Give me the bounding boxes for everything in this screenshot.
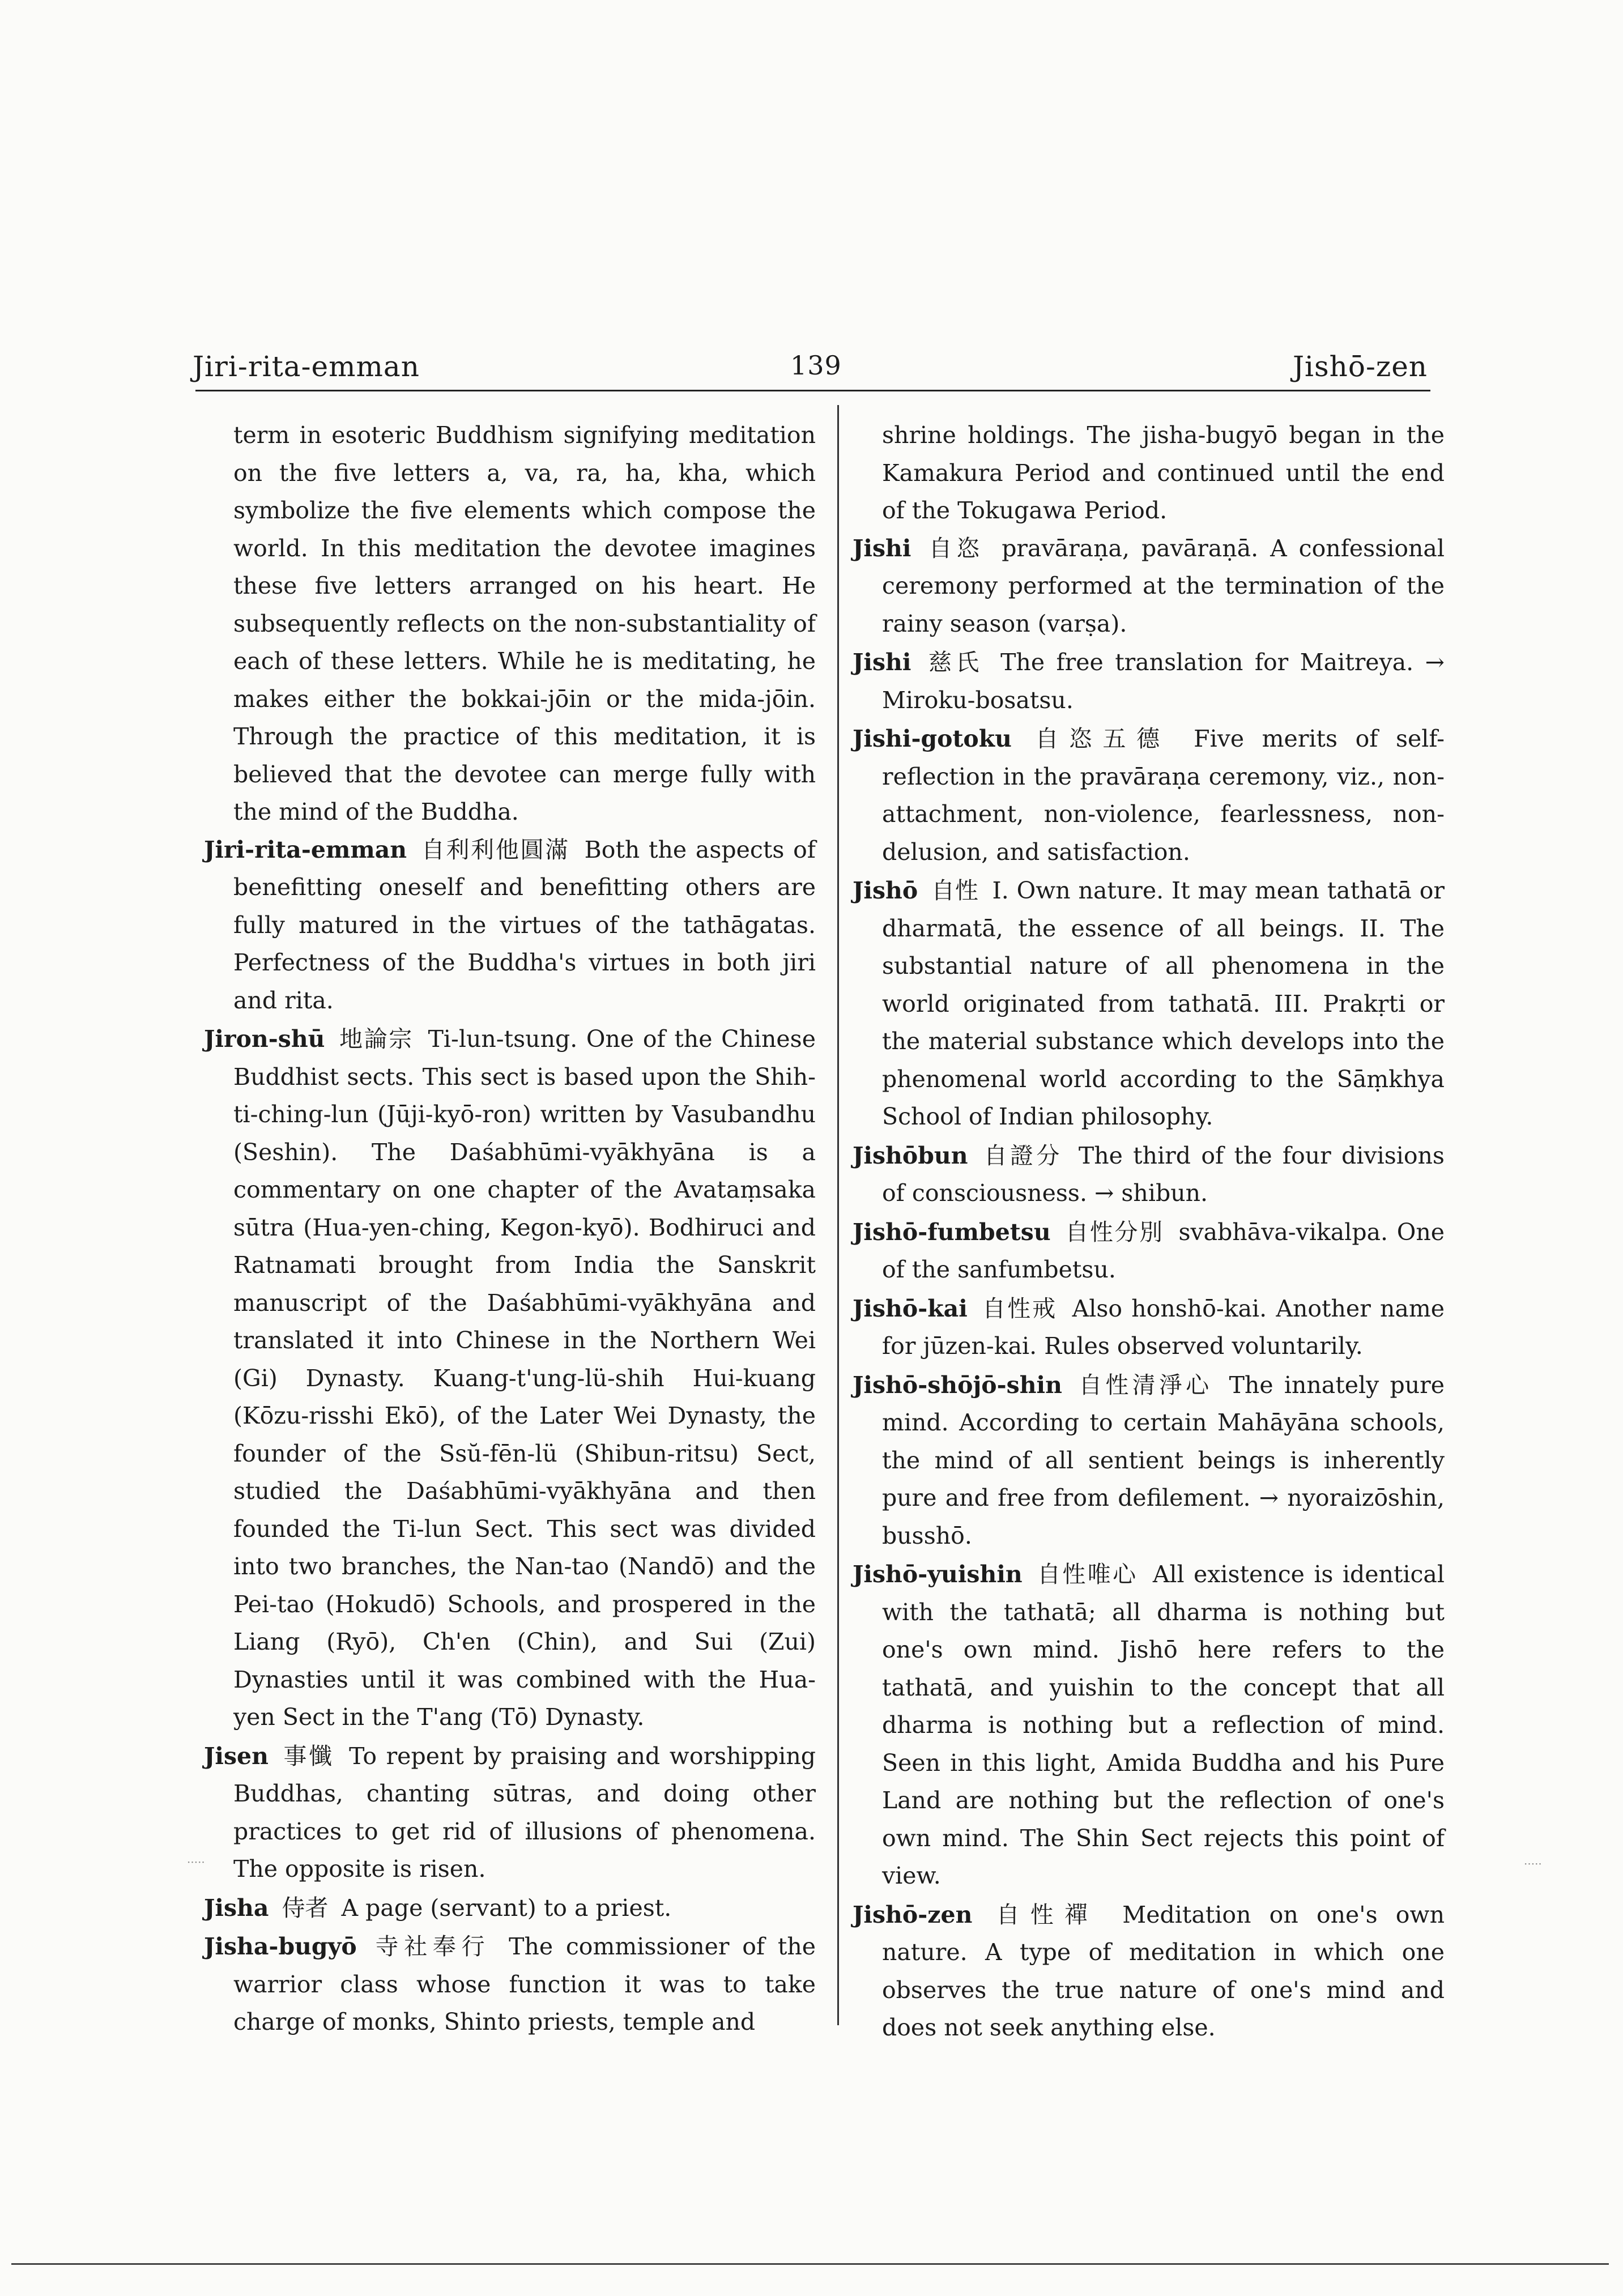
dictionary-entry	[853, 530, 1445, 643]
entry-definition: Also honshō-kai. Another name for jūzen-kai. Rules observed voluntarily.	[882, 1294, 1445, 1360]
right-column	[853, 416, 1445, 2048]
entry-definition: The innately pure mind. According to certain Mahāyāna schools, the mind of all sentient beings is inherently pure and free from defilement. → nyoraizōshin, busshō.	[882, 1371, 1445, 1549]
dictionary-entry	[853, 1290, 1445, 1365]
column-divider	[837, 405, 839, 2025]
entry-chinese: 自性禪	[996, 1901, 1099, 1928]
entry-definition: Ti-lun-tsung. One of the Chinese Buddhist sects. This sect is based upon the Shih-ti-ching-lun (Jūji-kyō-ron) written by Vasubandhu (Seshin). The Daśabhūmi-vyākhyāna is a commentary on one chapter of the Avataṃsaka sūtra (Hua-yen-ching, Kegon-kyō). Bodhiruci and Ratnamati brought from India the Sanskrit manuscript of the Daśabhūmi-vyākhyāna and translated it into Chinese in the Northern Wei (Gi) Dynasty. Kuang-t'ung-lü-shih Hui-kuang (Kōzu-risshi Ekō), of the Later Wei Dynasty, the founder of the Ssŭ-fēn-lü (Shibun-ritsu) Sect, studied the Daśabhūmi-vyākhyāna and then founded the Ti-lun Sect. This sect was divided into two branches, the Nan-tao (Nandō) and the Pei-tao (Hokudō) Schools, and prospered in the Liang (Ryō), Ch'en (Chin), and Sui (Zui) Dynasties until it was combined with the Hua-yen Sect in the T'ang (Tō) Dynasty.	[233, 1025, 816, 1731]
dictionary-entry	[204, 1928, 816, 2041]
entry-definition: Meditation on one's own nature. A type of meditation in which one observes the true nature of one's mind and does not seek anything else.	[882, 1901, 1445, 2041]
running-head-left: Jiri-rita-emman	[193, 350, 420, 383]
dictionary-entry	[853, 720, 1445, 871]
entry-chinese: 自性戒	[982, 1294, 1058, 1322]
entry-chinese: 慈氏	[928, 649, 983, 676]
entry-definition: The commissioner of the warrior class whose function it was to take charge of monks, Shinto priests, temple and	[233, 1933, 816, 2035]
entry-chinese: 自性分別	[1065, 1218, 1164, 1246]
entry-headword: Jiri-rita-emman	[204, 836, 407, 863]
entry-headword: Jiron-shū	[204, 1025, 325, 1053]
scan-speck: ·····	[1524, 1857, 1542, 1871]
entry-headword: Jishō-kai	[853, 1294, 968, 1322]
dictionary-entry	[853, 1556, 1445, 1895]
dictionary-entry	[853, 1213, 1445, 1289]
entry-definition: The free translation for Maitreya. → Miroku-bosatsu.	[882, 649, 1445, 714]
entry-headword: Jishi	[853, 649, 911, 676]
entry-definition: svabhāva-vikalpa. One of the sanfumbetsu.	[882, 1218, 1445, 1283]
scan-speck: ·····	[187, 1855, 205, 1869]
page-number: 139	[790, 350, 842, 381]
dictionary-entry	[853, 1366, 1445, 1555]
entry-chinese: 自恣	[928, 534, 985, 562]
running-head-right: Jishō-zen	[1292, 350, 1428, 383]
entry-headword: Jishō	[853, 877, 918, 904]
entry-definition: A page (servant) to a priest.	[341, 1894, 672, 1922]
entry-definition: The third of the four divisions of consciousness. → shibun.	[882, 1141, 1445, 1207]
dictionary-entry	[853, 1896, 1445, 2047]
entry-definition: To repent by praising and worshipping Buddhas, chanting sūtras, and doing other practices to get rid of illusions of phenomena. The opposite is risen.	[233, 1742, 816, 1882]
entry-chinese: 自利利他圓滿	[421, 836, 570, 863]
entry-definition: Five merits of self-reflection in the pravāraṇa ceremony, viz., non-attachment, non-violence, fearlessness, non-delusion, and satisfaction.	[882, 725, 1445, 866]
dictionary-entry	[853, 872, 1445, 1136]
dictionary-entry	[204, 1737, 816, 1888]
entry-headword: Jishō-yuishin	[853, 1561, 1023, 1588]
entry-chinese: 地論宗	[339, 1025, 414, 1053]
entry-headword: Jishō-zen	[853, 1901, 973, 1928]
dictionary-entry	[204, 1889, 816, 1927]
entry-definition: Both the aspects of benefitting oneself and benefitting others are fully matured in the virtues of the tathāgatas. Perfectness of the Buddha's virtues in both jiri and rita.	[233, 836, 816, 1014]
continuation-text: term in esoteric Buddhism signifying meditation on the five letters a, va, ra, ha, kha, which symbolize the five elements which compose the world. In this meditation the devotee imagines these five letters arranged on his heart. He subsequently reflects on the non-substantiality of each of these letters. While he is meditating, he makes either the bokkai-jōin or the mida-jōin. Through the practice of this meditation, it is believed that the devotee can merge fully with the mind of the Buddha.	[233, 421, 816, 825]
header-rule	[195, 390, 1430, 391]
dictionary-entry	[204, 831, 816, 1020]
dictionary-entry	[853, 644, 1445, 719]
entry-headword: Jishi	[853, 534, 911, 562]
entry-headword: Jishō-fumbetsu	[853, 1218, 1051, 1246]
entry-headword: Jishō-shōjō-shin	[853, 1371, 1062, 1399]
entry-chinese: 寺社奉行	[375, 1933, 491, 1960]
continuation-text: shrine holdings. The jisha-bugyō began in the Kamakura Period and continued until the end of the Tokugawa Period.	[882, 421, 1445, 524]
entry-chinese: 自性唯心	[1037, 1561, 1138, 1588]
entry-definition: All existence is identical with the tathatā; all dharma is nothing but one's own mind. Jishō here refers to the tathatā, and yuishin to the concept that all dharma is nothing but a reflection of mind. Seen in this light, Amida Buddha and his Pure Land are nothing but the reflection of one's own mind. The Shin Sect rejects this point of view.	[882, 1561, 1445, 1889]
left-column	[204, 416, 816, 2042]
entry-chinese: 自性清淨心	[1079, 1371, 1213, 1399]
entry-headword: Jisha	[204, 1894, 269, 1922]
entry-chinese: 自證分	[983, 1141, 1063, 1169]
entry-definition: pravāraṇa, pavāraṇā. A confessional ceremony performed at the termination of the rainy season (varṣa).	[882, 534, 1445, 637]
entry-headword: Jishōbun	[853, 1141, 968, 1169]
entry-chinese: 自恣五德	[1035, 725, 1170, 752]
entry-headword: Jisen	[204, 1742, 269, 1770]
entry-headword: Jishi-gotoku	[853, 725, 1012, 752]
entry-chinese: 自性	[931, 877, 979, 904]
entry-headword: Jisha-bugyō	[204, 1933, 357, 1960]
scan-bottom-edge	[11, 2263, 1609, 2265]
dictionary-entry	[853, 1137, 1445, 1212]
entry-chinese: 事懺	[283, 1742, 334, 1770]
entry-definition: I. Own nature. It may mean tathatā or dharmatā, the essence of all beings. II. The substantial nature of all phenomena in the world originated from tathatā. III. Prakṛti or the material substance which develops into the phenomenal world according to the Sāṃkhya School of Indian philosophy.	[882, 877, 1445, 1130]
dictionary-entry	[204, 1020, 816, 1736]
entry-chinese: 侍者	[282, 1894, 329, 1922]
